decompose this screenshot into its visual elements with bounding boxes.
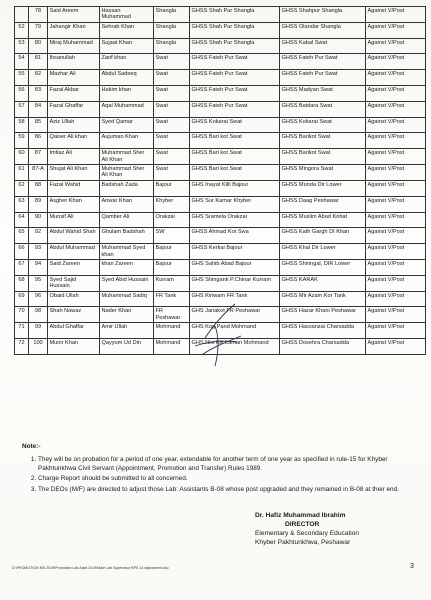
serial-cell: 52 [15, 22, 29, 38]
district-cell: Swat [154, 149, 190, 165]
remarks-cell: Against V/Post [366, 339, 426, 355]
name-cell: Obaid Ullah [48, 291, 100, 307]
table-row [15, 101, 426, 117]
posted-station-cell: GHSS Olandar Shangla [280, 22, 366, 38]
name-cell: Abdul Ghaffar [48, 323, 100, 339]
present-station-cell: GHSS Shah Pur Shangla [190, 7, 280, 23]
serial-cell: 64 [15, 212, 29, 228]
signatory-designation: DIRECTOR [285, 520, 320, 528]
note-item: 3. The DEOs (M/F) are directed to adjust those Lab: Assistants B-08 whose post upgraded and they remained in B-08 at their end. [38, 486, 420, 495]
father-name-cell: Nader Khan [100, 307, 154, 323]
serial-cell: 68 [15, 275, 29, 291]
remarks-cell: Against V/Post [366, 70, 426, 86]
name-cell: Fazal Ghaffar [48, 101, 100, 117]
present-station-cell: GHSS Ahmad Kot Swa [190, 228, 280, 244]
posted-station-cell: GHSS Munda Dir Lower [280, 180, 366, 196]
table-row [15, 339, 426, 355]
remarks-cell: Against V/Post [366, 244, 426, 260]
table-row [15, 54, 426, 70]
seniority-cell: 78 [29, 7, 48, 23]
serial-cell: 58 [15, 117, 29, 133]
table-row [15, 307, 426, 323]
present-station-cell: GHSS Fateh Pur Swat [190, 54, 280, 70]
present-station-cell: GHS Nivi Kili Laman Mohmand [190, 339, 280, 355]
posted-station-cell: GHSS Muslim Abad Kohat [280, 212, 366, 228]
serial-cell: 55 [15, 70, 29, 86]
present-station-cell: GHSS Bari kot Swat [190, 133, 280, 149]
posted-station-cell: GHSS KARAK [280, 275, 366, 291]
remarks-cell: Against V/Post [366, 86, 426, 102]
name-cell: Abdul Muhammad [48, 244, 100, 260]
seniority-cell: 96 [29, 291, 48, 307]
father-name-cell: Zarif khan [100, 54, 154, 70]
note-item: 1. They will be on probation for a period of one year, extendable for another term of one year as specified in rule-15 for Khyber Pakhtunkhwa Civil Servant (Appointment, Promotion and Transfer) Rules 1989. [38, 456, 420, 474]
file-path-footer: D:\PROMOTION MS 2019\Promotion Lab Asstt 2019\Male Lab Supervisor BPS 14 adjustment.doc [12, 566, 169, 570]
table-row [15, 70, 426, 86]
remarks-cell: Against V/Post [366, 259, 426, 275]
remarks-cell: Against V/Post [366, 307, 426, 323]
table-row [15, 275, 426, 291]
name-cell: Qaiser Ali.khan [48, 133, 100, 149]
seniority-cell: 85 [29, 117, 48, 133]
table-row [15, 323, 426, 339]
district-cell: FR Peshawar [154, 307, 190, 323]
posted-station-cell: GHSS Barikot Swat [280, 133, 366, 149]
seniority-cell: 90 [29, 212, 48, 228]
seniority-cell: 87-A [29, 165, 48, 181]
posted-station-cell: GHSS Hassanzai Charsadda [280, 323, 366, 339]
present-station-cell: GHS Shingank P.Chinar Kurram [190, 275, 280, 291]
posted-station-cell: GHSS Mir Azam Kor Tank [280, 291, 366, 307]
seniority-cell: 93 [29, 244, 48, 260]
district-cell: Kurram [154, 275, 190, 291]
remarks-cell: Against V/Post [366, 323, 426, 339]
promotion-table [14, 6, 426, 355]
seniority-cell: 100 [29, 339, 48, 355]
serial-cell: 70 [15, 307, 29, 323]
name-cell: Imtiaz Ali [48, 149, 100, 165]
present-station-cell: GHS Janakot FR Peshawar [190, 307, 280, 323]
note-item: 2. Charge Report should be submitted to all concerned. [38, 475, 420, 484]
remarks-cell: Against V/Post [366, 133, 426, 149]
father-name-cell: Hassan Muhammad [100, 7, 154, 23]
present-station-cell: GHSS Kerkai Bajour [190, 244, 280, 260]
father-name-cell: Muhammad Syed khan [100, 244, 154, 260]
father-name-cell: Amir Ullah [100, 323, 154, 339]
table-row [15, 259, 426, 275]
name-cell: Munsif Ali [48, 212, 100, 228]
district-cell: Swat [154, 70, 190, 86]
father-name-cell: Hakim khan [100, 86, 154, 102]
seniority-cell: 89 [29, 196, 48, 212]
name-cell: Asgher Khan [48, 196, 100, 212]
name-cell: Aziz Ullah [48, 117, 100, 133]
name-cell: Said Areem [48, 7, 100, 23]
posted-station-cell: GHSS Mingora Swat [280, 165, 366, 181]
name-cell: Fazal Akbar [48, 86, 100, 102]
seniority-cell: 83 [29, 86, 48, 102]
seniority-cell: 81 [29, 54, 48, 70]
father-name-cell: Syed Abid Hussain [100, 275, 154, 291]
present-station-cell: GHS Sramela Orakzai [190, 212, 280, 228]
name-cell: Mazhar Ali [48, 70, 100, 86]
father-name-cell: Sujaat Khan [100, 38, 154, 54]
district-cell: Swat [154, 86, 190, 102]
present-station-cell: GHS Inayat Killi Bajour [190, 180, 280, 196]
present-station-cell: GHS Kog Pand Mohmand [190, 323, 280, 339]
table-body [15, 7, 426, 355]
seniority-cell: 80 [29, 38, 48, 54]
remarks-cell: Against V/Post [366, 228, 426, 244]
posted-station-cell: GHSS Kabal Swat [280, 38, 366, 54]
table-row [15, 149, 426, 165]
serial-cell: 62 [15, 180, 29, 196]
posted-station-cell: GHSS Fateh Pur Swat [280, 70, 366, 86]
seniority-cell: 98 [29, 307, 48, 323]
district-cell: Shangla [154, 38, 190, 54]
father-name-cell: Qayyum Ud Din [100, 339, 154, 355]
present-station-cell: GHS Sahib Abad Bajour [190, 259, 280, 275]
table-row [15, 165, 426, 181]
serial-cell: 72 [15, 339, 29, 355]
present-station-cell: GHSS Fateh Pur Swat [190, 86, 280, 102]
father-name-cell: Muhammad Sher Ali Khan [100, 149, 154, 165]
father-name-cell: Sehrab Khan [100, 22, 154, 38]
remarks-cell: Against V/Post [366, 149, 426, 165]
present-station-cell: GHSS Fateh Pur Swat [190, 70, 280, 86]
present-station-cell: GHSS Bari kot Swat [190, 149, 280, 165]
posted-station-cell: GHSS Shahpur Shangla [280, 7, 366, 23]
district-cell: Swat [154, 133, 190, 149]
present-station-cell: GHSS Kokarai Swat [190, 117, 280, 133]
serial-cell: 59 [15, 133, 29, 149]
name-cell: Ihsanullah [48, 54, 100, 70]
posted-station-cell: GHSS Shiringal, DIR Lower [280, 259, 366, 275]
present-station-cell: GHS Sur Kamar Khyber [190, 196, 280, 212]
serial-cell: 57 [15, 101, 29, 117]
seniority-cell: 94 [29, 259, 48, 275]
table-row [15, 86, 426, 102]
posted-station-cell: GHSS Fateh Pur Swat [280, 54, 366, 70]
remarks-cell: Against V/Post [366, 291, 426, 307]
remarks-cell: Against V/Post [366, 7, 426, 23]
remarks-cell: Against V/Post [366, 196, 426, 212]
father-name-cell: Aujuman Khan [100, 133, 154, 149]
posted-station-cell: GHSS Barikot Swat [280, 149, 366, 165]
name-cell: Shah Nawaz [48, 307, 100, 323]
father-name-cell: Muhammad Sadiq [100, 291, 154, 307]
posted-station-cell: GHSS Baidara Swat [280, 101, 366, 117]
page-number: 3 [410, 563, 414, 570]
table-row [15, 133, 426, 149]
notes-list [22, 456, 420, 495]
posted-station-cell: GHSS Daag Peshawar [280, 196, 366, 212]
district-cell: Swat [154, 165, 190, 181]
serial-cell: 56 [15, 86, 29, 102]
serial-cell: 67 [15, 259, 29, 275]
father-name-cell: Ghulam Badshah [100, 228, 154, 244]
district-cell: Mohmand [154, 339, 190, 355]
serial-cell: 65 [15, 228, 29, 244]
seniority-cell: 99 [29, 323, 48, 339]
name-cell: Jahangir Khan [48, 22, 100, 38]
serial-cell: 54 [15, 54, 29, 70]
table-row [15, 22, 426, 38]
table-row [15, 38, 426, 54]
district-cell: Khyber [154, 196, 190, 212]
district-cell: Swat [154, 54, 190, 70]
district-cell: Shangla [154, 22, 190, 38]
name-cell: Abdul Wahid Shah [48, 228, 100, 244]
seniority-cell: 79 [29, 22, 48, 38]
name-cell: Syed Sajid Hussain [48, 275, 100, 291]
remarks-cell: Against V/Post [366, 22, 426, 38]
father-name-cell: Syed Qamar [100, 117, 154, 133]
table-row [15, 7, 426, 23]
table-row [15, 196, 426, 212]
district-cell: Swat [154, 101, 190, 117]
remarks-cell: Against V/Post [366, 165, 426, 181]
serial-cell: 71 [15, 323, 29, 339]
seniority-cell: 87 [29, 149, 48, 165]
remarks-cell: Against V/Post [366, 54, 426, 70]
district-cell: Bajour [154, 259, 190, 275]
seniority-cell: 95 [29, 275, 48, 291]
name-cell: Fazal Wahid [48, 180, 100, 196]
table-row [15, 228, 426, 244]
remarks-cell: Against V/Post [366, 275, 426, 291]
serial-cell: 60 [15, 149, 29, 165]
posted-station-cell: GHSS Kath Gargh DI Khan [280, 228, 366, 244]
table-row [15, 212, 426, 228]
serial-cell: 53 [15, 38, 29, 54]
signatory-location: Khyber Pakhtunkhwa, Peshawar [255, 538, 351, 546]
table-row [15, 180, 426, 196]
serial-cell: 63 [15, 196, 29, 212]
notes-section [22, 443, 420, 497]
serial-cell: 69 [15, 291, 29, 307]
name-cell: Munir Khan [48, 339, 100, 355]
name-cell: Miraj Muhammad [48, 38, 100, 54]
present-station-cell: GHS Kiriwam FR Tank [190, 291, 280, 307]
district-cell: Bajour [154, 244, 190, 260]
remarks-cell: Against V/Post [366, 180, 426, 196]
district-cell: Mohmand [154, 323, 190, 339]
present-station-cell: GHSS Shah Pur Shangla [190, 38, 280, 54]
posted-station-cell: GHSS Kokarai Swat [280, 117, 366, 133]
seniority-cell: 88 [29, 180, 48, 196]
notes-title: Note:- [22, 443, 41, 450]
table-row [15, 291, 426, 307]
posted-station-cell: GHSS Madyan Swat [280, 86, 366, 102]
remarks-cell: Against V/Post [366, 101, 426, 117]
father-name-cell: Anwar Khan [100, 196, 154, 212]
father-name-cell: Aqal Muhammad [100, 101, 154, 117]
present-station-cell: GHSS Shah Pur Shangla [190, 22, 280, 38]
present-station-cell: GHSS Fateh Pur Swat [190, 101, 280, 117]
serial-cell [15, 7, 29, 23]
father-name-cell: Muhammad Sher Ali Khan [100, 165, 154, 181]
remarks-cell: Against V/Post [366, 212, 426, 228]
district-cell: SW [154, 228, 190, 244]
serial-cell: 61 [15, 165, 29, 181]
signature-block [255, 512, 425, 548]
district-cell: Orakzai [154, 212, 190, 228]
posted-station-cell: GHSS Dosehra Charsadda [280, 339, 366, 355]
seniority-cell: 86 [29, 133, 48, 149]
father-name-cell: Abdul Sadeeq [100, 70, 154, 86]
posted-station-cell: GHSS Khal Dir Lower [280, 244, 366, 260]
district-cell: FR Tank [154, 291, 190, 307]
table-row [15, 244, 426, 260]
remarks-cell: Against V/Post [366, 117, 426, 133]
name-cell: Shujat Ali Khan [48, 165, 100, 181]
signatory-name: Dr. Hafiz Muhammad Ibrahim [255, 512, 346, 519]
serial-cell: 66 [15, 244, 29, 260]
father-name-cell: khan Zareen [100, 259, 154, 275]
remarks-cell: Against V/Post [366, 38, 426, 54]
name-cell: Said Zareen [48, 259, 100, 275]
father-name-cell: Qamber Ali [100, 212, 154, 228]
father-name-cell: Badshah Zada [100, 180, 154, 196]
posted-station-cell: GHSS Hazar Khani Peshawar [280, 307, 366, 323]
seniority-cell: 92 [29, 228, 48, 244]
seniority-cell: 82 [29, 70, 48, 86]
table-row [15, 117, 426, 133]
district-cell: Shangla [154, 7, 190, 23]
district-cell: Swat [154, 117, 190, 133]
seniority-cell: 84 [29, 101, 48, 117]
present-station-cell: GHSS Bari kot Swat [190, 165, 280, 181]
signatory-office: Elementary & Secondary Education [255, 529, 360, 537]
district-cell: Bajour [154, 180, 190, 196]
